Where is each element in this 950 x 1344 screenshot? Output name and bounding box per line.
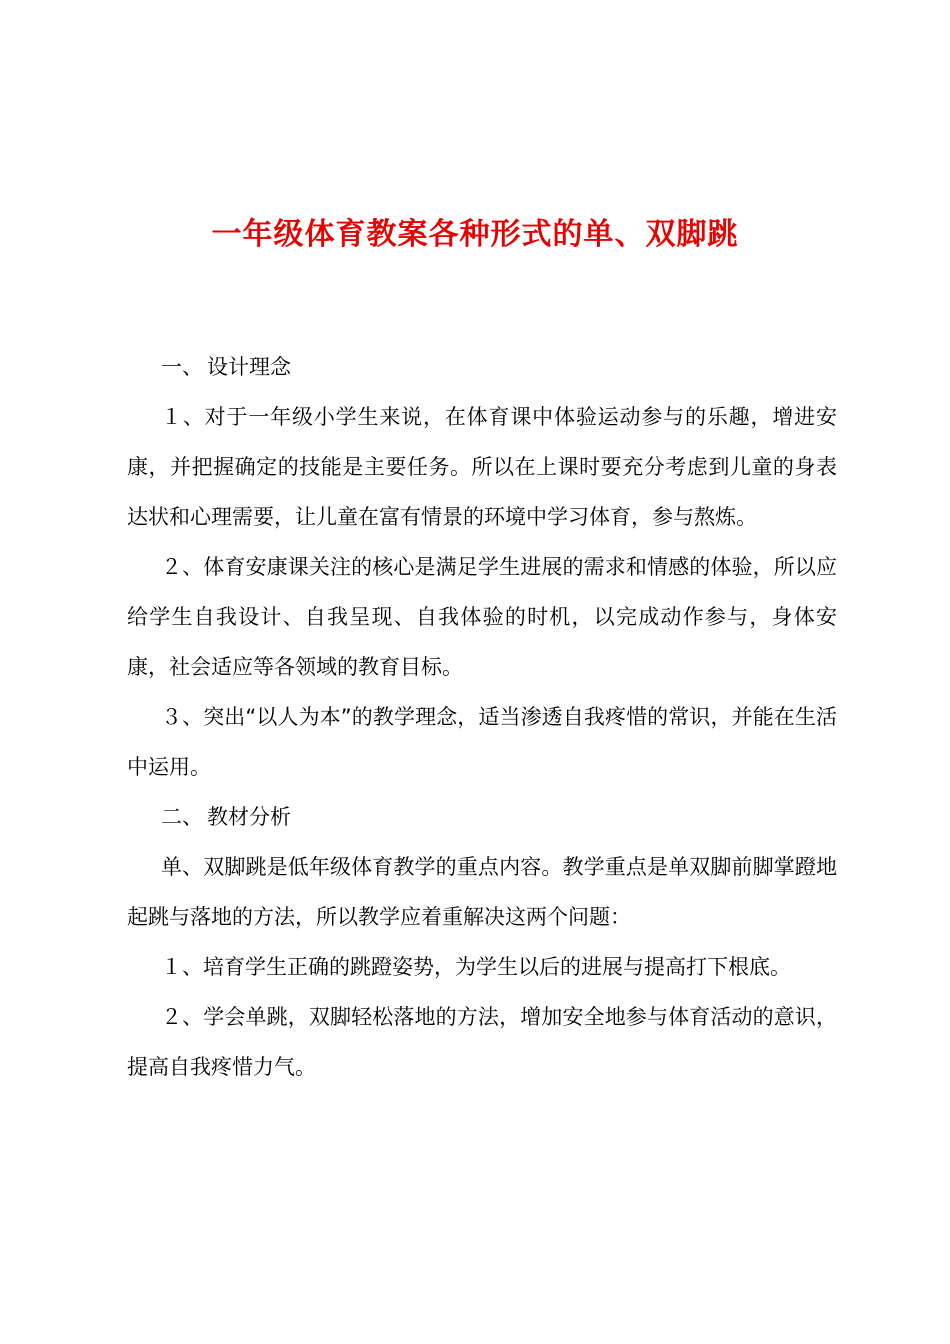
section-title: 教材分析 [207,805,291,829]
document-title: 一年级体育教案各种形式的单、双脚跳 [211,217,739,252]
paragraph: ３、突出“以人为本”的教学理念，适当渗透自我疼惜的常识，并能在生活中运用。 [127,705,837,779]
paragraph: ２、学会单跳，双脚轻松落地的方法，增加安全地参与体育活动的意识，提高自我疼惜力气。 [127,1005,837,1079]
section-heading [127,792,837,842]
section-title: 设计理念 [207,355,291,379]
paragraph: 单、双脚跳是低年级体育教学的重点内容。教学重点是单双脚前脚掌蹬地起跳与落地的方法，所以教学应着重解决这两个问题： [127,855,837,929]
paragraph: ２、体育安康课关注的核心是满足学生进展的需求和情感的体验，所以应给学生自我设计、自我呈现、自我体验的时机，以完成动作参与，身体安康，社会适应等各领域的教育目标。 [127,555,837,679]
section-number: 一、 [161,355,203,379]
section-number: 二、 [161,805,203,829]
paragraph: １、培育学生正确的跳蹬姿势，为学生以后的进展与提高打下根底。 [161,955,791,979]
paragraph: １、对于一年级小学生来说，在体育课中体验运动参与的乐趣，增进安康，并把握确定的技能是主要任务。所以在上课时要充分考虑到儿童的身表达状和心理需要，让儿童在富有情景的环境中学习体育，参与熬炼。 [127,405,837,529]
section-heading [127,342,837,392]
document-body [127,342,837,1092]
